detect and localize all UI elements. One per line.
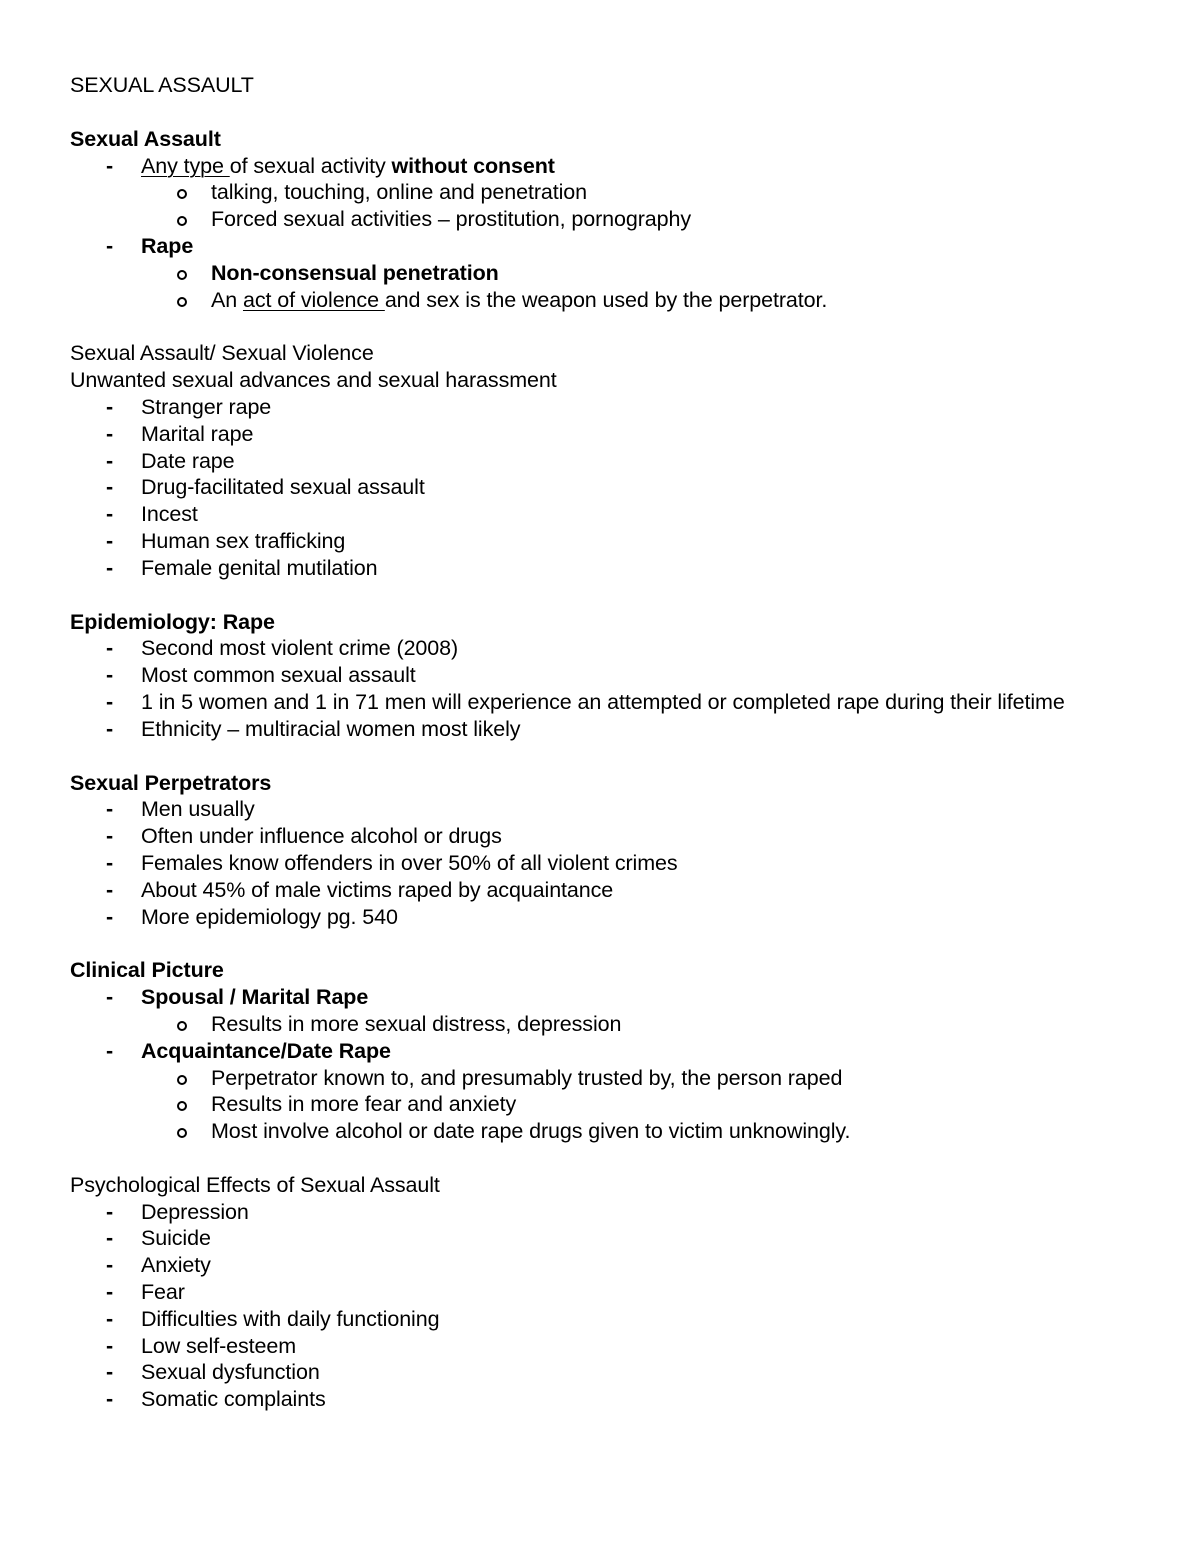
sub-list-item: Perpetrator known to, and presumably trusted by, the person raped	[70, 1065, 1130, 1092]
dash-bullet: -	[106, 689, 114, 714]
document-page	[70, 72, 1130, 1413]
dash-bullet: -	[106, 1253, 114, 1278]
dash-bullet: -	[106, 1387, 114, 1412]
bold-text: without consent	[391, 153, 555, 178]
section-heading-sexual-violence: Sexual Assault/ Sexual Violence	[70, 341, 374, 366]
sub-list-item: Results in more sexual distress, depression	[70, 1011, 1130, 1038]
list-item: - Suicide	[106, 1226, 211, 1251]
list-item: - Sexual dysfunction	[106, 1360, 320, 1385]
sub-list-item: Most involve alcohol or date rape drugs given to victim unknowingly.	[70, 1118, 1130, 1145]
list-item: - Somatic complaints	[106, 1387, 326, 1412]
dash-bullet: -	[106, 877, 114, 902]
dash-bullet: -	[106, 233, 114, 258]
circle-bullet-icon	[177, 1075, 187, 1085]
section-heading-epidemiology: Epidemiology: Rape	[70, 609, 275, 634]
circle-bullet-icon	[177, 1101, 187, 1111]
list-item: - Depression	[106, 1199, 249, 1224]
list-item: - Any type of sexual activity without consent	[106, 153, 555, 178]
section-heading-perpetrators: Sexual Perpetrators	[70, 770, 272, 795]
sub-list-item: Results in more fear and anxiety	[70, 1091, 1130, 1118]
dash-bullet: -	[106, 502, 114, 527]
dash-bullet: -	[106, 153, 114, 178]
dash-bullet: -	[106, 1199, 114, 1224]
dash-bullet: -	[106, 475, 114, 500]
list-item: - Date rape	[106, 448, 235, 473]
list-item: - Incest	[106, 502, 198, 527]
dash-bullet: -	[106, 850, 114, 875]
list-item: - Most common sexual assault	[106, 663, 416, 688]
section-subheading: Unwanted sexual advances and sexual harassment	[70, 368, 557, 393]
list-item: - More epidemiology pg. 540	[106, 904, 398, 929]
underlined-text: act of violence	[242, 287, 385, 312]
list-item: - 1 in 5 women and 1 in 71 men will experience an attempted or completed rape during their lifetime	[106, 689, 1065, 714]
dash-bullet: -	[106, 904, 114, 929]
list-item: - Low self-esteem	[106, 1333, 297, 1358]
circle-bullet-icon	[177, 189, 187, 199]
dash-bullet: -	[106, 528, 114, 553]
dash-bullet: -	[106, 1226, 114, 1251]
dash-bullet: -	[106, 394, 114, 419]
section-heading-psychological-effects: Psychological Effects of Sexual Assault	[70, 1172, 440, 1197]
section-heading-clinical-picture: Clinical Picture	[70, 958, 224, 983]
sub-list-item: talking, touching, online and penetration	[70, 179, 1130, 206]
underlined-text: Any type	[141, 153, 230, 178]
circle-bullet-icon	[177, 216, 187, 226]
dash-bullet: -	[106, 985, 114, 1010]
dash-bullet: -	[106, 636, 114, 661]
list-item: - Acquaintance/Date Rape	[106, 1038, 391, 1063]
list-item: - Human sex trafficking	[106, 528, 346, 553]
sub-list-item: Forced sexual activities – prostitution, pornography	[70, 206, 1130, 233]
dash-bullet: -	[106, 1360, 114, 1385]
sub-list-item: Non-consensual penetration	[70, 260, 1130, 287]
circle-bullet-icon	[177, 297, 187, 307]
list-item: - Marital rape	[106, 421, 254, 446]
list-item: - Often under influence alcohol or drugs	[106, 824, 502, 849]
list-item: - Rape	[106, 233, 194, 258]
list-item: - Spousal / Marital Rape	[106, 985, 369, 1010]
list-item: - Fear	[106, 1280, 185, 1305]
dash-bullet: -	[106, 1280, 114, 1305]
dash-bullet: -	[106, 663, 114, 688]
dash-bullet: -	[106, 1333, 114, 1358]
dash-bullet: -	[106, 797, 114, 822]
list-item: - Men usually	[106, 797, 255, 822]
dash-bullet: -	[106, 555, 114, 580]
circle-bullet-icon	[177, 1128, 187, 1138]
dash-bullet: -	[106, 1306, 114, 1331]
dash-bullet: -	[106, 824, 114, 849]
list-item: - About 45% of male victims raped by acquaintance	[106, 877, 614, 902]
circle-bullet-icon	[177, 270, 187, 280]
sub-list-item: An act of violence and sex is the weapon used by the perpetrator.	[70, 287, 1130, 314]
list-item: - Stranger rape	[106, 394, 272, 419]
circle-bullet-icon	[177, 1021, 187, 1031]
list-item: - Ethnicity – multiracial women most likely	[106, 716, 521, 741]
dash-bullet: -	[106, 716, 114, 741]
list-item: - Second most violent crime (2008)	[106, 636, 459, 661]
document-title: SEXUAL ASSAULT	[70, 73, 254, 97]
list-item: - Females know offenders in over 50% of all violent crimes	[106, 850, 678, 875]
list-item: - Drug-facilitated sexual assault	[106, 475, 425, 500]
list-item: - Anxiety	[106, 1253, 211, 1278]
dash-bullet: -	[106, 448, 114, 473]
section-heading-sexual-assault: Sexual Assault	[70, 126, 221, 151]
list-item: - Difficulties with daily functioning	[106, 1306, 440, 1331]
list-item: - Female genital mutilation	[106, 555, 378, 580]
dash-bullet: -	[106, 1038, 114, 1063]
dash-bullet: -	[106, 421, 114, 446]
